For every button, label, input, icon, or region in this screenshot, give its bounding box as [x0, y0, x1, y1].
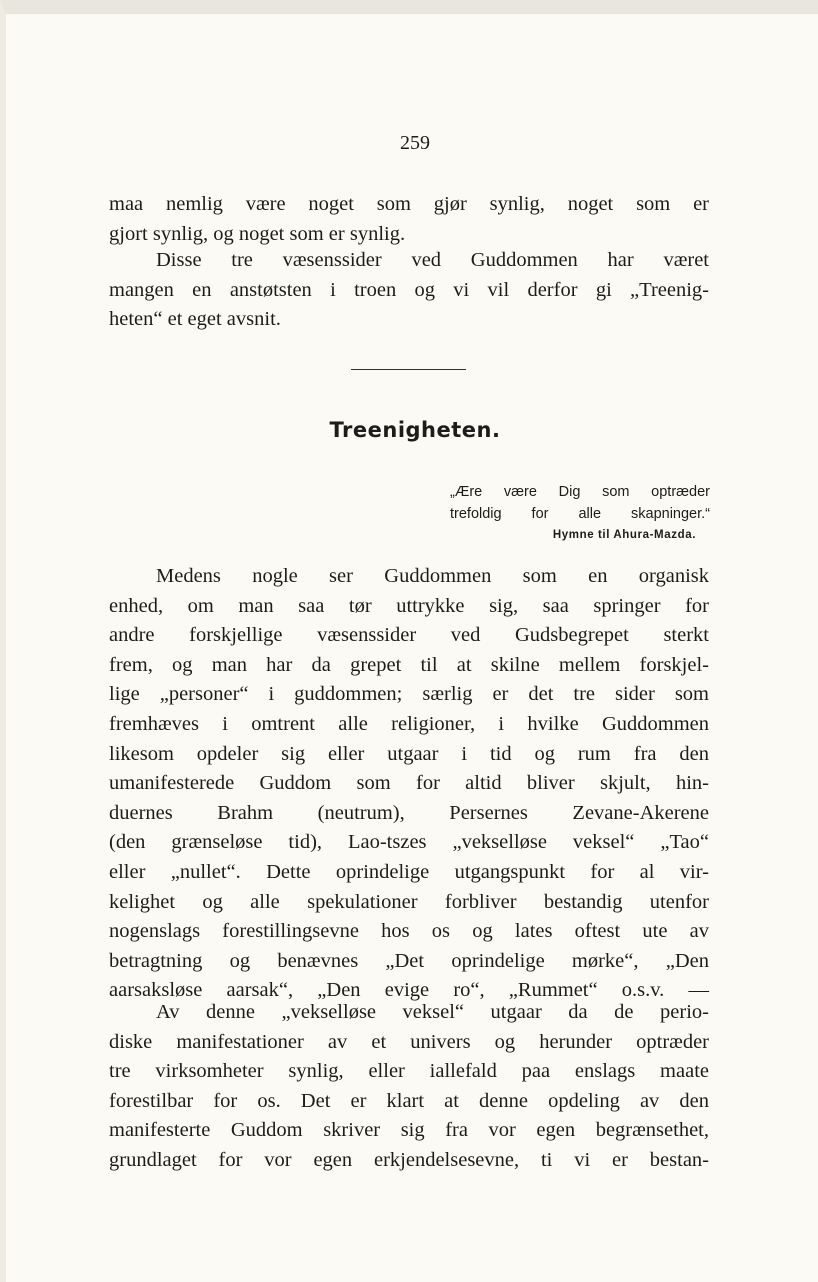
epigraph-line: trefoldig for alle skapninger.“ [450, 506, 710, 522]
text-line: manifesterte Guddom skriver sig fra vor egen begrænsethet, [109, 1119, 709, 1142]
text-line: nogenslags forestillingsevne hos os og lates oftest ute av [109, 920, 709, 943]
page-number: 259 [400, 132, 430, 154]
text-line: aarsaksløse aarsak“, „Den evige ro“, „Rummet“ o.s.v. — [109, 979, 709, 1002]
epigraph [450, 481, 710, 544]
paragraph-body-1 [109, 562, 709, 1006]
text-line: diske manifestationer av et univers og herunder optræder [109, 1030, 709, 1053]
text-line: betragtning og benævnes „Det oprindelige mørke“, „Den [109, 949, 709, 972]
text-line: maa nemlig være noget som gjør synlig, noget som er [109, 193, 709, 215]
section-heading: Treenigheten. [329, 418, 501, 442]
text-line: Medens nogle ser Guddommen som en organisk [156, 565, 709, 587]
text-line: frem, og man har da grepet til at skilne mellem forskjel- [109, 653, 709, 676]
text-line: likesom opdeler sig eller utgaar i tid og rum fra den [109, 742, 709, 765]
text-line: Av denne „vekselløse veksel“ utgaar da de perio- [156, 1001, 709, 1023]
paragraph-intro-1 [109, 190, 709, 249]
text-line: eller „nullet“. Dette oprindelige utgangspunkt for al vir- [109, 860, 709, 883]
text-line: (den grænseløse tid), Lao-tszes „vekselløse veksel“ „Tao“ [109, 831, 709, 854]
epigraph-line: „Ære være Dig som optræder [450, 484, 710, 500]
text-line: tre virksomheter synlig, eller iallefald paa enslags maate [109, 1060, 709, 1083]
text-line: Disse tre væsenssider ved Guddommen har været [156, 249, 709, 271]
text-line: forestilbar for os. Det er klart at denne opdeling av den [109, 1089, 709, 1112]
text-line: kelighet og alle spekulationer forbliver bestandig utenfor [109, 890, 709, 913]
epigraph-source: Hymne til Ahura-Mazda. [552, 529, 696, 541]
text-line: duernes Brahm (neutrum), Persernes Zevane-Akerene [109, 801, 709, 824]
text-line: umanifesterede Guddom som for altid bliver skjult, hin- [109, 772, 709, 795]
text-line: andre forskjellige væsenssider ved Gudsbegrepet sterkt [109, 624, 709, 647]
paragraph-intro-2 [109, 246, 709, 335]
section-separator [351, 369, 466, 370]
paragraph-body-2 [109, 998, 709, 1176]
text-line: gjort synlig, og noget som er synlig. [109, 222, 406, 245]
text-line: mangen en anstøtsten i troen og vi vil derfor gi „Treenig- [109, 278, 709, 301]
text-line: heten“ et eget avsnit. [109, 308, 281, 331]
text-line: lige „personer“ i guddommen; særlig er det tre sider som [109, 683, 709, 706]
text-line: grundlaget for vor egen erkjendelsesevne, ti vi er bestan- [109, 1148, 709, 1171]
text-line: fremhæves i omtrent alle religioner, i hvilke Guddommen [109, 712, 709, 735]
text-line: enhed, om man saa tør uttrykke sig, saa springer for [109, 594, 709, 617]
